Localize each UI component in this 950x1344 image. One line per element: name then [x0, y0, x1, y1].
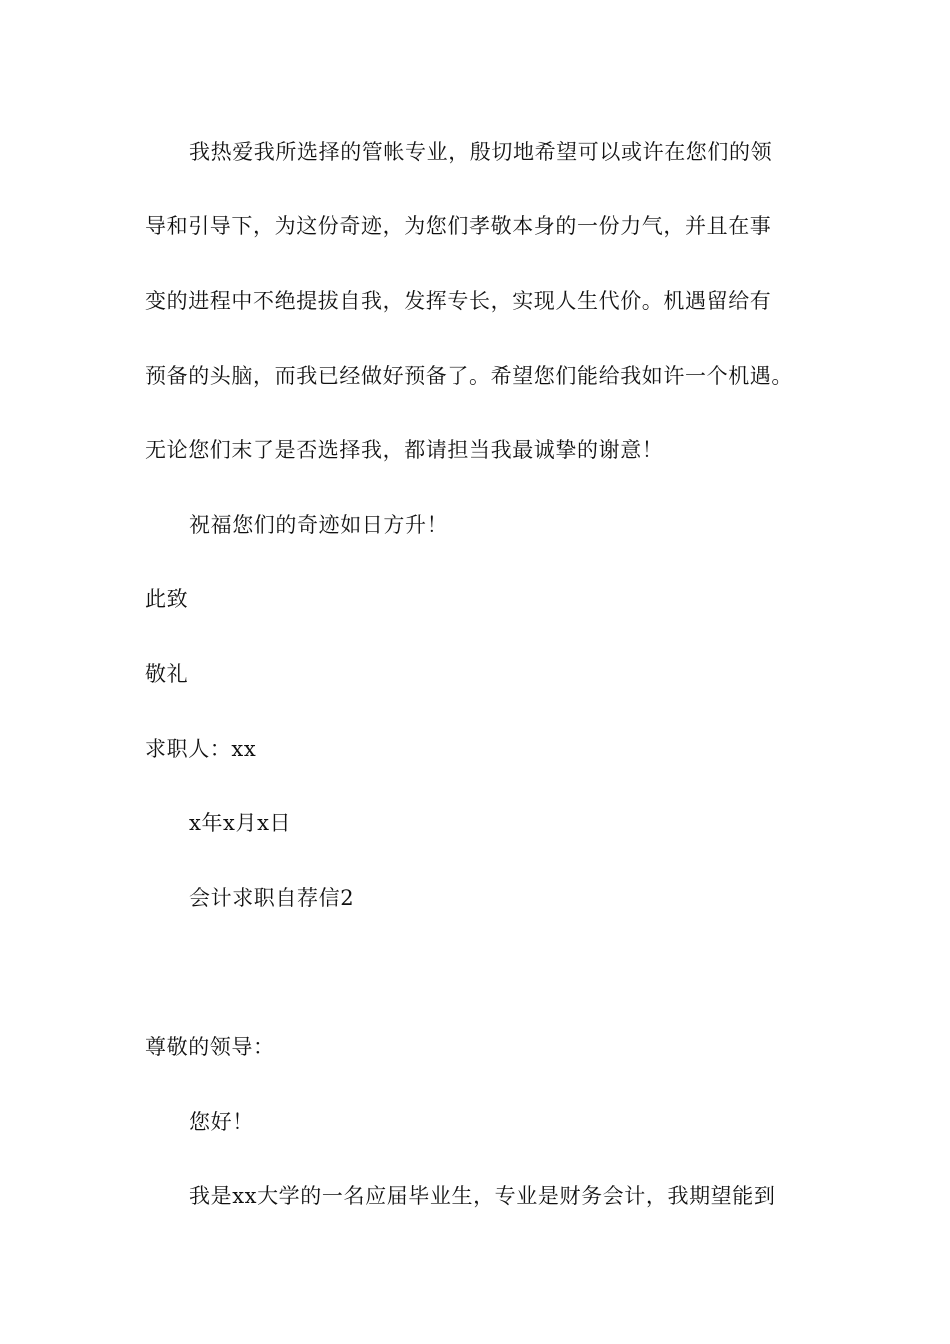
salutation-line: 尊敬的领导：	[145, 1035, 275, 1059]
wishes-line: 祝福您们的奇迹如日方升！	[189, 513, 449, 537]
paragraph-line: 导和引导下，为这份奇迹，为您们孝敬本身的一份力气，并且在事	[145, 214, 772, 238]
closing-cizhi: 此致	[145, 587, 189, 611]
paragraph-line: 我是xx大学的一名应届毕业生，专业是财务会计，我期望能到	[189, 1184, 776, 1208]
paragraph-line: 变的进程中不绝提拔自我，发挥专长，实现人生代价。机遇留给有	[145, 289, 772, 313]
date-line: x年x月x日	[189, 811, 292, 835]
signature-line: 求职人：xx	[145, 737, 257, 761]
section-title: 会计求职自荐信2	[189, 886, 355, 910]
paragraph-line: 我热爱我所选择的管帐专业，殷切地希望可以或许在您们的领	[189, 140, 773, 164]
paragraph-line: 预备的头脑，而我已经做好预备了。希望您们能给我如许一个机遇。	[145, 364, 793, 388]
paragraph-line: 无论您们末了是否选择我，都请担当我最诚挚的谢意！	[145, 438, 664, 462]
greeting-line: 您好！	[189, 1110, 254, 1134]
closing-jingli: 敬礼	[145, 662, 189, 686]
